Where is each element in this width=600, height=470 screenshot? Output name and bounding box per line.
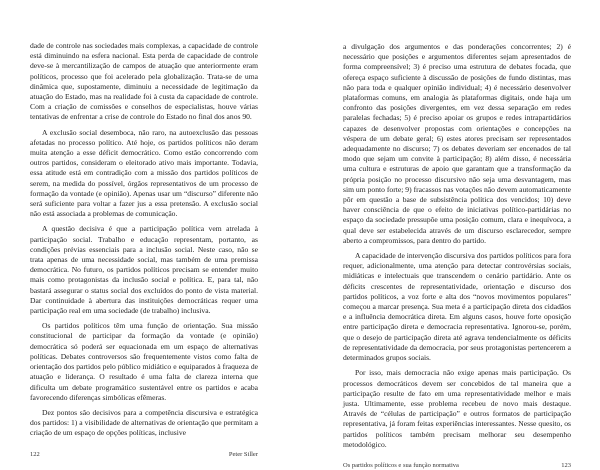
right-page-body bbox=[343, 42, 571, 455]
paragraph: A capacidade de intervenção discursiva dos partidos políticos para fora requer, adicionalmente, uma atenção para detectar controvérsias sociais, midiáticas e intelectuais que transcendem o cenário partidário. Ante os déficits crescentes de representatividade, orientação e discurso dos partidos políticos, a voz forte e alta dos “novos movimentos populares” começou a marcar presença. Sua meta é a participação direta dos cidadãos e a influência democrática direta. Em alguns casos, houve forte oposição entre participação direta e democracia representativa. Ignorou-se, porém, que o desejo de participação direta até agrava tendencialmente os déficits de representatividade da democracia, por seus protagonistas pertencerem a determinados grupos sociais. bbox=[343, 251, 571, 363]
right-running-head: Os partidos políticos e sua função normativa bbox=[343, 461, 459, 469]
right-page-footer bbox=[343, 455, 571, 470]
paragraph: Dez pontos são decisivos para a competência discursiva e estratégica dos partidos: 1) a visibilidade de alternativas de orientação que permitam a criação de um espaço de opções políticas, inclusive bbox=[30, 407, 258, 438]
right-page bbox=[343, 42, 571, 470]
left-running-head: Peter Siller bbox=[228, 450, 258, 458]
left-page bbox=[30, 41, 258, 459]
left-page-footer bbox=[30, 444, 258, 459]
paragraph: dade de controle nas sociedades mais complexas, a capacidade de controle está diminuindo na esfera nacional. Esta perda de capacidade de controle deve-se à mercantilização de campos de atuação que anteriormente eram políticos, processo que foi acelerado pela globalização. Trata-se de uma dinâmica que, supostamente, diminuiu a necessidade de legitimação da atuação do Estado, mas na realidade foi à custa da capacidade de controle. Com a criação de comissões e conselhos de especialistas, houve várias tentativas de enfrentar a crise de controle do Estado no final dos anos 90. bbox=[30, 41, 258, 122]
paragraph: Os partidos políticos têm uma função de orientação. Sua missão constitucional de participar da formação da vontade (e opinião) democrática só poderá ser equacionada em um espaço de alternativas políticas. Debates controversos são frequentemente vistos como falta de orientação dos partidos pelo público midiático e equiparados à fraqueza de atuação e liderança. O resultado é uma falta de clareza interna que dificulta um debate programático sustentável entre os partidos e acaba favorecendo diferenças simbólicas efêmeras. bbox=[30, 321, 258, 402]
paragraph: A questão decisiva é que a participação política vem atrelada à participação social. Trabalho e educação representam, portanto, as condições prévias essenciais para a inclusão social. Neste caso, não se trata apenas de uma necessidade social, mas também de uma premissa democrática. No futuro, os partidos políticos precisam se entender muito mais como protagonistas da inclusão social e política. E, para tal, não bastará assegurar o status social dos excluídos do ponto de vista material. Dar continuidade à abertura das instituições democráticas requer uma participação real em uma sociedade (de trabalho) inclusiva. bbox=[30, 224, 258, 316]
left-page-number: 122 bbox=[30, 450, 40, 458]
left-page-body bbox=[30, 41, 258, 444]
paragraph: a divulgação dos argumentos e das ponderações concorrentes; 2) é necessário que posições e argumentos diferentes sejam apresentados de forma compreensível; 3) é preciso uma estrutura de debates focada, que ofereça espaço suficiente à discussão de posições de fundo distintas, mas não para toda e qualquer opinião individual; 4) é necessário desenvolver plataformas comuns, em analogia às plataformas digitais, onde haja um confronto das posições divergentes, em vez dessa separação em redes paralelas fechadas; 5) é preciso apoiar os grupos e redes intrapartidários capazes de desenvolver propostas com orientações e concepções na véspera de um debate geral; 6) estes atores precisam ser representados adequadamente no discurso; 7) os debates deveriam ser encenados de tal modo que sejam um convite à participação; 8) além disso, é necessária uma cultura e estruturas de apoio que garantam que a transformação da própria posição no processo discursivo não seja uma desvantagem, mas sim um ponto forte; 9) fracassos nas votações não devem automaticamente pôr em questão a base de subsistência política dos vencidos; 10) deve haver consciência de que o efeito de iniciativas político-partidárias no espaço da sociedade pressupõe uma posição comum, clara e inequívoca, a qual deve ser estabelecida através de um discurso esclarecedor, sempre aberto a compromissos, para dentro do partido. bbox=[343, 42, 571, 245]
right-page-number: 123 bbox=[561, 461, 571, 469]
paragraph: Por isso, mais democracia não exige apenas mais participação. Os processos democráticos devem ser concebidos de tal maneira que a participação resulte de fato em uma representatividade melhor e mais justa. Ultimamente, esse problema recebeu de novo mais destaque. Através de “células de participação” e outros formatos de participação representativa, já foram feitas experiências interessantes. Nesse quesito, os partidos políticos também precisam melhorar seu desempenho metodológico. bbox=[343, 368, 571, 449]
paragraph: A exclusão social desemboca, não raro, na autoexclusão das pessoas afetadas no processo político. Até hoje, os partidos políticos não deram muita atenção a esse déficit democrático. Como estão concorrendo com outros partidos, consideram o eleitorado ativo mais importante. Todavia, essa atitude está em contradição com a missão dos partidos políticos de serem, na medida do possível, órgãos representativos de um processo de formação da vontade (e opinião). Apenas usar um “discurso” diferente não será suficiente para voltar a fazer jus a essa pretensão. A exclusão social não está associada a problemas de comunicação. bbox=[30, 127, 258, 219]
